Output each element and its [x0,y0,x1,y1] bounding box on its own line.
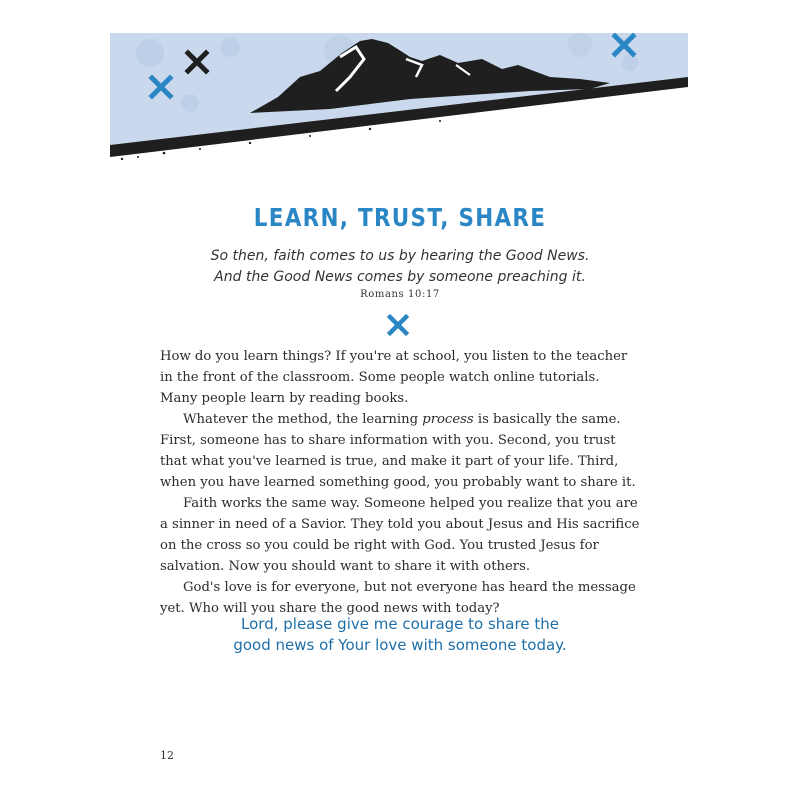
x-mark-icon [385,312,411,338]
paragraph-1: How do you learn things? If you're at school, you listen to the teacher in the front of the classroom. Some people watch online tutorials. Many people learn by reading books. [160,349,628,406]
page-number: 12 [160,749,174,762]
prayer-line-2: good news of Your love with someone today. [233,636,567,654]
verse-line-2: And the Good News comes by someone preaching it. [214,269,586,285]
paragraph-3: Faith works the same way. Someone helped you realize that you are a sinner in need of a Savior. They told you about Jesus and His sacrifice on the cross so you could be right with God. You trusted Jesus for salvation. Now you should want to share it with others. [160,496,640,574]
prayer [0,614,800,656]
mountain-illustration [110,33,688,163]
paragraph-4: God's love is for everyone, but not everyone has heard the message yet. Who will you share the good news with today? [160,580,636,616]
prayer-line-1: Lord, please give me courage to share the [241,615,559,633]
mountain-banner [110,33,688,163]
page-title: LEARN, TRUST, SHARE [253,203,547,232]
verse-reference: Romans 10:17 [360,289,440,300]
scripture-verse [0,246,800,288]
devotional-body [160,346,640,619]
paragraph-2: Whatever the method, the learning process is basically the same. First, someone has to share information with you. Second, you trust that what you've learned is true, and make it part of your life. Third, when you have learned something good, you probably want to share it. [160,412,636,490]
verse-line-1: So then, faith comes to us by hearing the Good News. [210,248,590,264]
emphasis-process: process [422,412,474,427]
